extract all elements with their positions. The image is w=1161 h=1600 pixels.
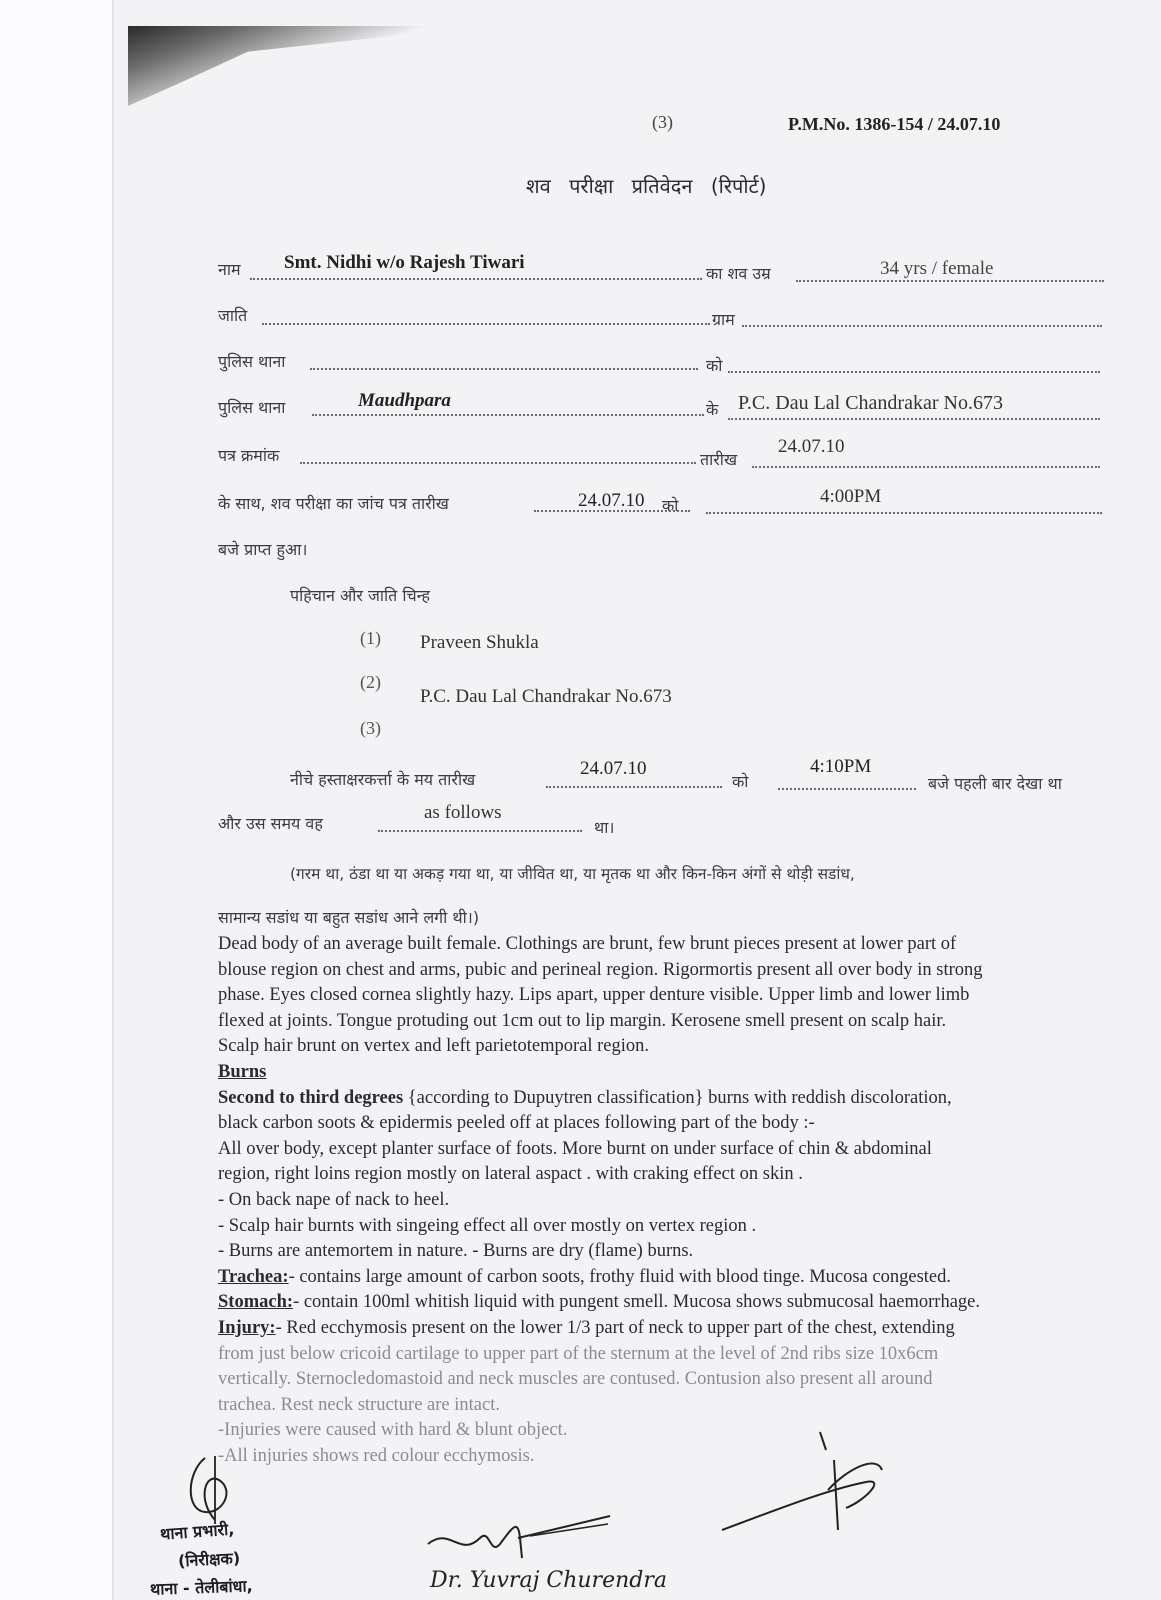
received-label: बजे प्राप्त हुआ। <box>218 540 308 559</box>
identifier-2-value: P.C. Dau Lal Chandrakar No.673 <box>420 686 672 707</box>
police-station-dotted-line <box>310 368 698 370</box>
inquest-ko-label: को <box>662 496 679 515</box>
village-dotted-line <box>742 325 1102 327</box>
date-label: तारीख <box>700 450 738 469</box>
age-value: 34 yrs / female <box>880 258 994 279</box>
police-station2-label: पुलिस थाना <box>218 398 286 417</box>
age-dotted-line <box>796 280 1104 282</box>
name-dotted-line <box>250 278 702 280</box>
injury-text: - Red ecchymosis present on the lower 1/3 part of neck to upper part of the chest, extending <box>275 1317 955 1338</box>
burns-line: - Scalp hair burnts with singeing effect all over mostly on vertex region . <box>218 1215 757 1236</box>
age-label: का शव उम्र <box>706 264 771 283</box>
identification-label: पहिचान और जाति चिन्ह <box>290 586 430 605</box>
name-value: Smt. Nidhi w/o Rajesh Tiwari <box>284 252 525 273</box>
trachea-label: Trachea: <box>218 1266 289 1287</box>
stomach-line <box>218 1290 983 1316</box>
officer-value: P.C. Dau Lal Chandrakar No.673 <box>738 392 1003 414</box>
description-line: phase. Eyes closed cornea slightly hazy. Lips apart, upper denture visible. Upper limb and lower limb <box>218 985 970 1006</box>
burns-line: black carbon soots & epidermis peeled off at places following part of the body :- <box>218 1113 815 1134</box>
burns-line: - Burns are antemortem in nature. - Burns are dry (flame) burns. <box>218 1241 694 1262</box>
stamp-line-2: (निरीक्षक) <box>177 1548 241 1571</box>
caste-label: जाति <box>218 306 248 325</box>
left-signature <box>175 1450 255 1530</box>
inquest-time-dotted-line <box>706 512 1102 514</box>
instruction-line-1: (गरम था, ठंडा था या अकड़ गया था, या जीवित था, या मृतक था और किन-किन अंगों से थोड़ी सडांध, <box>290 865 855 883</box>
date-dotted-line <box>752 466 1100 468</box>
state-value: as follows <box>424 802 502 823</box>
inquest-time-value: 4:00PM <box>820 486 882 507</box>
description-line: Dead body of an average built female. Clothings are brunt, few brunt pieces present at lower part of <box>218 934 957 954</box>
doctor-name: Dr. Yuvraj Churendra <box>430 1568 667 1593</box>
officer-dotted-line <box>728 418 1100 420</box>
identifier-2-number: (2) <box>360 672 381 692</box>
signer-date-value: 24.07.10 <box>580 758 647 779</box>
scan-smudge <box>128 26 428 106</box>
instruction-line-2: सामान्य सडांध या बहुत सडांध आने लगी थी।) <box>218 908 480 927</box>
state-tail: था। <box>594 818 615 837</box>
stamp-line-1: थाना प्रभारी, <box>159 1519 235 1544</box>
letter-number-label: पत्र क्रमांक <box>218 446 280 465</box>
injury-line: trachea. Rest neck structure are intact. <box>218 1394 500 1415</box>
to-label: को <box>706 356 723 375</box>
signer-label: नीचे हस्ताक्षरकर्त्ता के मय तारीख <box>290 770 476 789</box>
to-dotted-line <box>728 371 1100 373</box>
injury-line: vertically. Sternocledomastoid and neck muscles are contused. Contusion also present all around <box>218 1369 933 1390</box>
page-edge <box>112 0 114 1600</box>
stomach-text: - contain 100ml whitish liquid with pungent smell. Mucosa shows submucosal haemorrhage. <box>293 1292 981 1313</box>
burns-degree: Second to third degrees <box>218 1087 404 1108</box>
description-line: Scalp hair brunt on vertex and left parietotemporal region. <box>218 1036 650 1057</box>
injury-line: -All injuries shows red colour ecchymosis. <box>218 1445 535 1466</box>
burns-classification: {according to Dupuytren classification} burns with reddish discoloration, <box>403 1087 952 1108</box>
injury-label: Injury: <box>218 1317 276 1338</box>
trachea-line <box>218 1265 983 1291</box>
pm-number: P.M.No. 1386-154 / 24.07.10 <box>788 114 1001 134</box>
letter-number-dotted-line <box>300 462 696 464</box>
ke-label: के <box>706 400 719 419</box>
description-line: blouse region on chest and arms, pubic and perineal region. Rigormortis present all over body in strong <box>218 959 983 980</box>
stamp-line-3: थाना - तेलीबांधा, <box>149 1576 253 1599</box>
identifier-1-value: Praveen Shukla <box>420 632 539 653</box>
state-dotted-line <box>378 830 582 832</box>
trachea-text: - contains large amount of carbon soots, frothy fluid with blood tinge. Mucosa congested. <box>288 1266 952 1287</box>
inquest-date-value: 24.07.10 <box>578 490 645 511</box>
burns-line: All over body, except planter surface of foots. More burnt on under surface of chin & abdominal <box>218 1138 932 1159</box>
signer-time-value: 4:10PM <box>810 756 872 777</box>
burns-line-1 <box>218 1086 983 1112</box>
description-line: flexed at joints. Tongue protuding out 1cm out to lip margin. Kerosene smell present on scalp hair. <box>218 1010 947 1031</box>
village-label: ग्राम <box>712 310 735 329</box>
page-number: (3) <box>652 112 673 132</box>
police-station2-dotted-line <box>312 414 704 416</box>
caste-dotted-line <box>262 323 710 325</box>
page-title: शव परीक्षा प्रतिवेदन (रिपोर्ट) <box>526 174 767 198</box>
signer-date-dotted-line <box>546 786 722 788</box>
injury-line <box>218 1316 983 1342</box>
signer-time-dotted-line <box>778 788 916 790</box>
signer-ko-label: को <box>732 772 749 791</box>
right-signature <box>716 1430 916 1550</box>
burns-heading: Burns <box>218 1061 267 1082</box>
state-label: और उस समय वह <box>218 814 323 833</box>
date-value: 24.07.10 <box>778 436 845 457</box>
injury-line: from just below cricoid cartilage to upper part of the sternum at the level of 2nd ribs size 10x6cm <box>218 1343 939 1364</box>
stomach-label: Stomach: <box>218 1292 294 1313</box>
scan-margin <box>0 0 112 1600</box>
identifier-1-number: (1) <box>360 628 381 648</box>
name-label: नाम <box>218 260 241 279</box>
injury-line: -Injuries were caused with hard & blunt object. <box>218 1420 568 1441</box>
identifier-3-number: (3) <box>360 718 381 738</box>
inquest-label: के साथ, शव परीक्षा का जांच पत्र तारीख <box>218 494 449 513</box>
burns-line: region, right loins region mostly on lateral aspact . with craking effect on skin . <box>218 1164 803 1185</box>
police-station-value: Maudhpara <box>358 390 451 411</box>
signer-tail: बजे पहली बार देखा था <box>928 774 1062 793</box>
police-station-label: पुलिस थाना <box>218 352 286 371</box>
burns-line: - On back nape of nack to heel. <box>218 1189 450 1210</box>
findings-block <box>218 932 983 1469</box>
